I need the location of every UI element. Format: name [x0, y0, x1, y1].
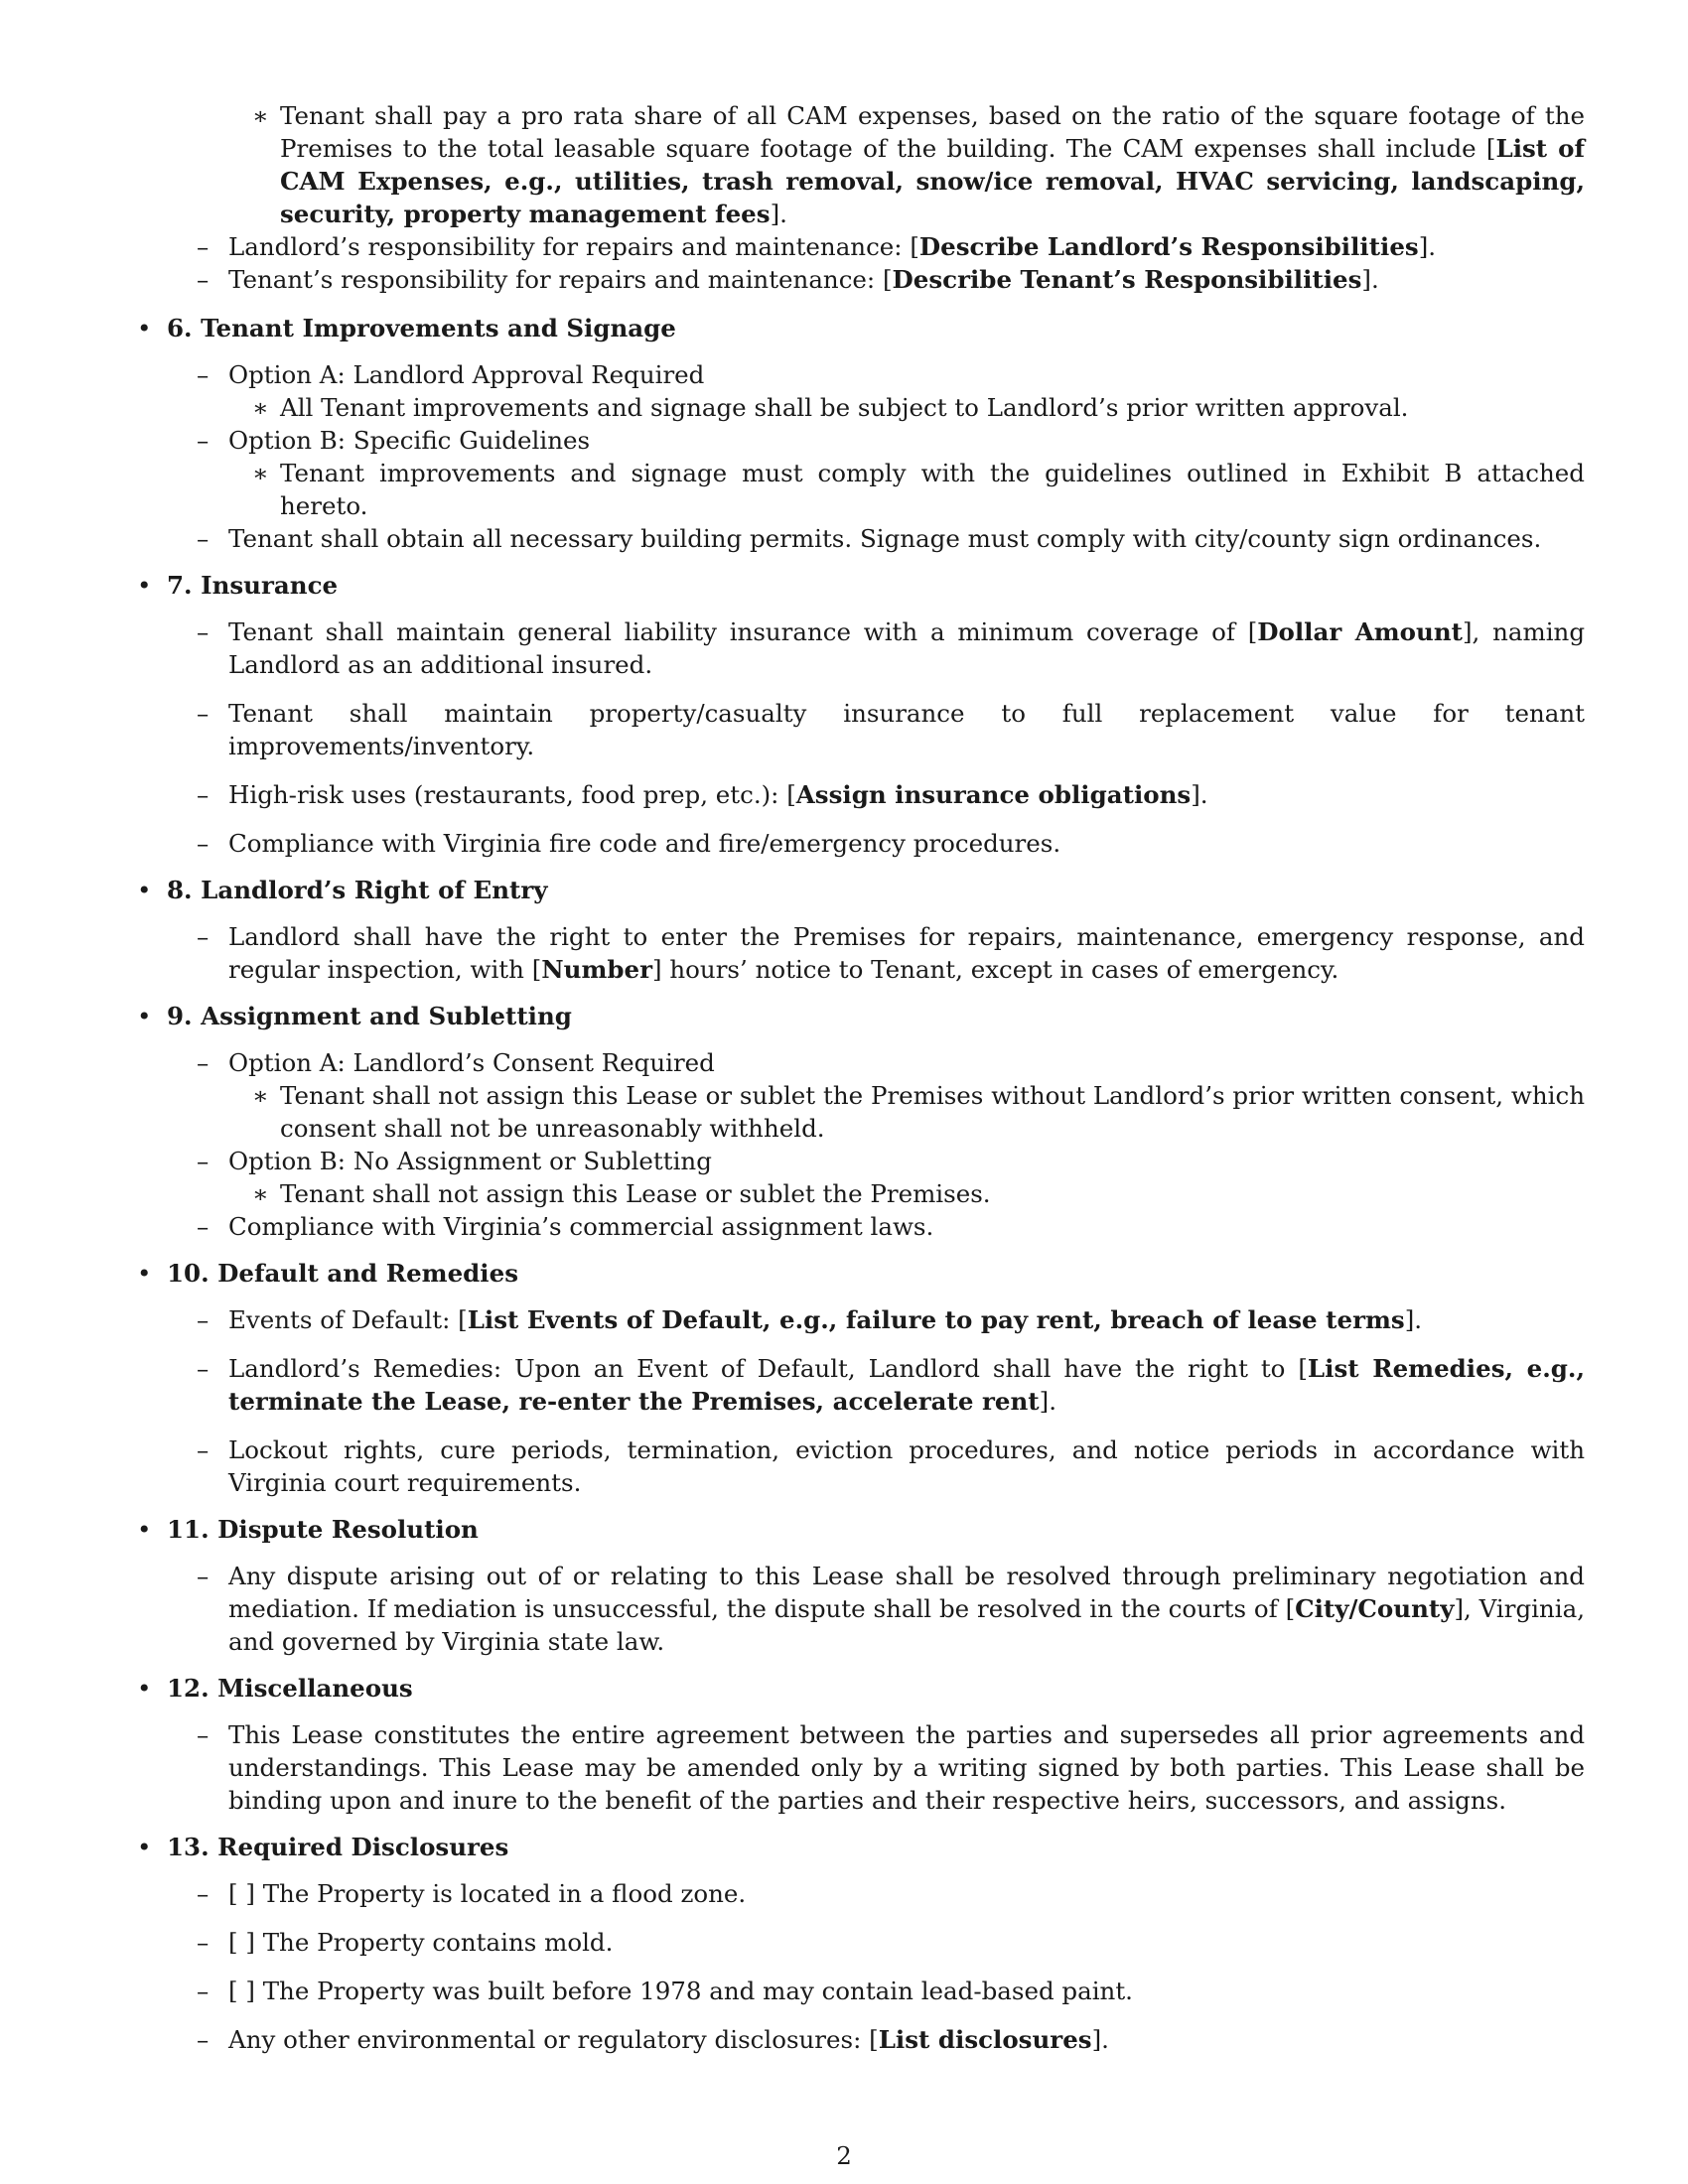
list-item: – Landlord shall have the right to enter the Premises for repairs, maintenance, emergency response, and regular inspection, with [Number] hours’ notice to Tenant, except in cases of emergency. [197, 922, 1585, 984]
section-6-title: 6. Tenant Improvements and Signage [167, 314, 676, 342]
bullet-marker: • [137, 1674, 152, 1703]
section-13 [137, 1831, 1585, 2056]
list-item: – Lockout rights, cure periods, termination, eviction procedures, and notice periods in accordance with Virginia court requirements. [197, 1435, 1585, 1497]
bullet-marker: • [137, 571, 152, 600]
list-item: ∗ Tenant shall not assign this Lease or sublet the Premises. [252, 1179, 991, 1208]
list-item: – Compliance with Virginia fire code and fire/emergency procedures. [197, 829, 1061, 858]
section-11-title: 11. Dispute Resolution [167, 1515, 479, 1544]
landlord-repairs-item: – Landlord’s responsibility for repairs and maintenance: [Describe Landlord’s Responsibilities]. [197, 232, 1437, 261]
disclosure-lead-paint: – [ ] The Property was built before 1978 and may contain lead-based paint. [197, 1977, 1133, 2005]
section-10 [137, 1257, 1585, 1499]
bullet-marker: • [137, 1259, 152, 1288]
liability-placeholder: Dollar Amount [1257, 617, 1463, 646]
section-9-list [167, 1046, 1585, 1243]
section-8-list [167, 920, 1585, 986]
bullet-marker: • [137, 1002, 152, 1030]
section-13-title: 13. Required Disclosures [167, 1833, 509, 1861]
list-item: – Tenant shall obtain all necessary building permits. Signage must comply with city/county sign ordinances. [197, 524, 1542, 553]
section-10-list [167, 1303, 1585, 1499]
list-item: – Tenant shall maintain property/casualty insurance to full replacement value for tenant improvements/inventory. [197, 699, 1585, 760]
section-12 [137, 1672, 1585, 1817]
section-7 [137, 569, 1586, 860]
section-11 [137, 1513, 1585, 1658]
list-item: – Option A: Landlord Approval Required ∗ All Tenant improvements and signage shall be subject to Landlord’s prior written approval. [228, 358, 1585, 424]
list-item: – Events of Default: [List Events of Default, e.g., failure to pay rent, breach of lease terms]. [197, 1305, 1423, 1334]
dash-marker: – [197, 265, 210, 294]
bullet-marker: • [137, 314, 152, 342]
section-6 [137, 312, 1585, 555]
bullet-marker: • [137, 1833, 152, 1861]
tenant-repairs-item: – Tenant’s responsibility for repairs and maintenance: [Describe Tenant’s Responsibilities]. [197, 265, 1379, 294]
list-item: – Option B: No Assignment or Subletting ∗ Tenant shall not assign this Lease or sublet the Premises. [228, 1145, 1585, 1210]
section-11-list [167, 1560, 1585, 1658]
high-risk-placeholder: Assign insurance obligations [795, 780, 1192, 809]
bullet-marker: • [137, 876, 152, 904]
section-9 [137, 1000, 1585, 1243]
star-marker: ∗ [252, 101, 269, 130]
dash-marker: – [197, 232, 210, 261]
list-item: – This Lease constitutes the entire agreement between the parties and supersedes all prior agreements and understandings. This Lease may be amended only by a writing signed by both parties. This Lease shall be binding upon and inure to the benefit of the parties and their respective heirs, successors, and assigns. [197, 1720, 1585, 1815]
section-8 [137, 874, 1585, 986]
list-item: ∗ Tenant improvements and signage must comply with the guidelines outlined in Exhibit B attached hereto. [252, 459, 1585, 520]
landlord-repairs-placeholder: Describe Landlord’s Responsibilities [918, 232, 1419, 261]
section-7-title: 7. Insurance [167, 571, 339, 600]
page-number: 2 [836, 2141, 852, 2170]
section-13-list [167, 1877, 1585, 2056]
list-item: – High-risk uses (restaurants, food prep, etc.): [Assign insurance obligations]. [197, 780, 1208, 809]
section-6-list [167, 358, 1585, 555]
list-item: – Compliance with Virginia’s commercial assignment laws. [197, 1212, 934, 1241]
section-8-title: 8. Landlord’s Right of Entry [167, 876, 548, 904]
list-item: ∗ All Tenant improvements and signage shall be subject to Landlord’s prior written approval. [252, 393, 1409, 422]
section-12-list [167, 1718, 1585, 1817]
cam-text: Tenant shall pay a pro rata share of all CAM expenses, based on the ratio of the square footage of the Premises to the total leasable square footage of the building. The CAM expenses shall include [280, 101, 1585, 163]
list-item: ∗ Tenant shall not assign this Lease or sublet the Premises without Landlord’s prior written consent, which consent shall not be unreasonably withheld. [252, 1081, 1585, 1143]
entry-hours-placeholder: Number [541, 955, 653, 984]
disclosures-placeholder: List disclosures [878, 2025, 1092, 2054]
disclosure-other: – Any other environmental or regulatory disclosures: [List disclosures]. [197, 2025, 1109, 2054]
section-10-title: 10. Default and Remedies [167, 1259, 518, 1288]
disclosure-mold: – [ ] The Property contains mold. [197, 1928, 614, 1957]
cam-placeholder: List of CAM Expenses, e.g., utilities, trash removal, snow/ice removal, HVAC servicing, landscaping, security, property management fees [280, 134, 1586, 228]
cam-expenses-item: ∗ Tenant shall pay a pro rata share of all CAM expenses, based on the ratio of the square footage of the Premises to the total leasable square footage of the building. The CAM expenses shall include [List of CAM Expenses, e.g., utilities, trash removal, snow/ice removal, HVAC servicing, landscaping, security, property management fees]. [252, 101, 1586, 228]
tenant-repairs-placeholder: Describe Tenant’s Responsibilities [892, 265, 1362, 294]
list-item: – Any dispute arising out of or relating to this Lease shall be resolved through preliminary negotiation and mediation. If mediation is unsuccessful, the dispute shall be resolved in the courts of [City/County], Virginia, and governed by Virginia state law. [197, 1562, 1585, 1656]
events-placeholder: List Events of Default, e.g., failure to pay rent, breach of lease terms [467, 1305, 1405, 1334]
disclosure-flood: – [ ] The Property is located in a flood zone. [197, 1879, 747, 1908]
section-7-list [167, 615, 1585, 860]
section-12-title: 12. Miscellaneous [167, 1674, 413, 1703]
list-item: – Landlord’s Remedies: Upon an Event of Default, Landlord shall have the right to [List Remedies, e.g., terminate the Lease, re-enter the Premises, accelerate rent]. [197, 1354, 1585, 1416]
section-9-title: 9. Assignment and Subletting [167, 1002, 572, 1030]
list-item: – Option B: Specific Guidelines ∗ Tenant improvements and signage must comply with the guidelines outlined in Exhibit B attached hereto. [197, 426, 1585, 520]
remedies-placeholder: List Remedies, e.g., terminate the Lease, re-enter the Premises, accelerate rent [228, 1354, 1585, 1416]
bullet-marker: • [137, 1515, 152, 1544]
document-body [0, 99, 1688, 2056]
list-item: – Tenant shall maintain general liability insurance with a minimum coverage of [Dollar Amount], naming Landlord as an additional insured. [197, 617, 1586, 679]
city-county-placeholder: City/County [1295, 1594, 1455, 1623]
list-item: – Option A: Landlord’s Consent Required ∗ Tenant shall not assign this Lease or sublet the Premises without Landlord’s prior written consent, which consent shall not be unreasonably withheld. [197, 1048, 1585, 1143]
